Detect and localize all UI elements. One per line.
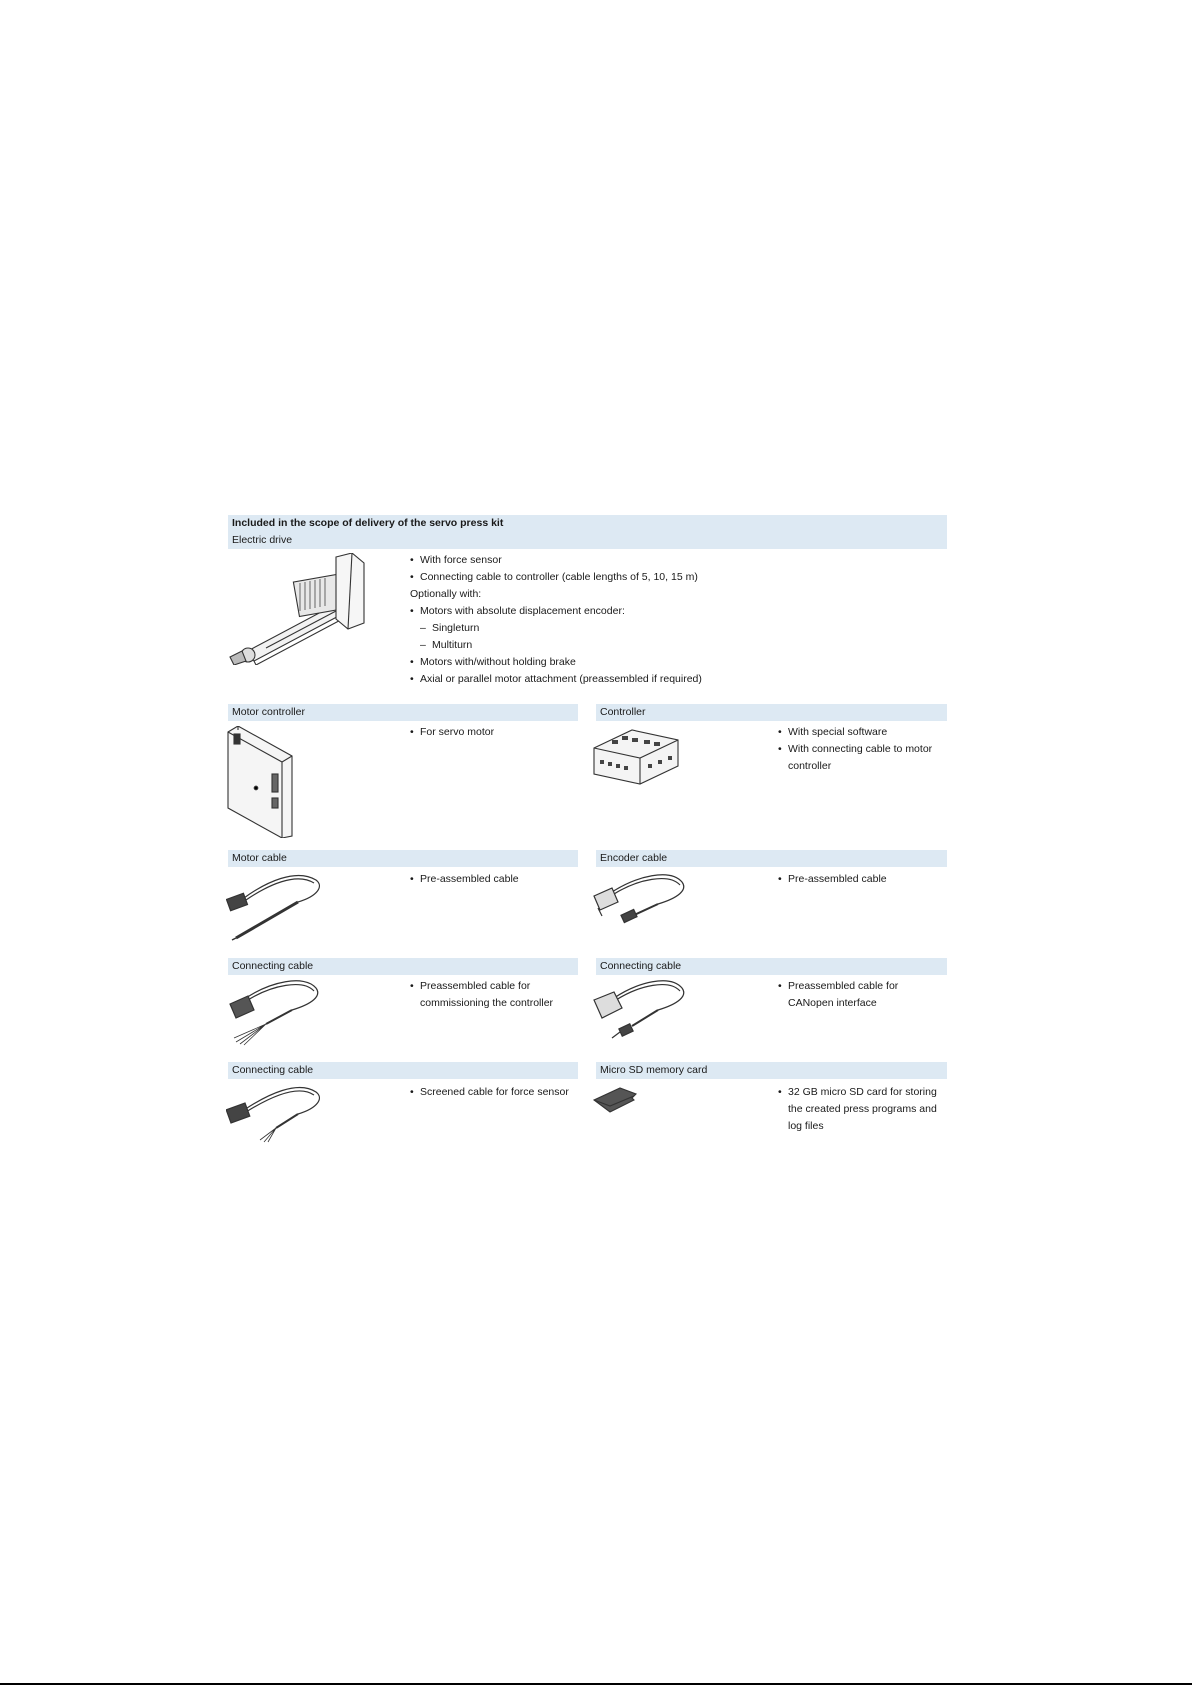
connecting-cable-2-features [778, 978, 943, 1012]
encoder-cable-image [592, 872, 692, 932]
micro-sd-card-image [592, 1084, 642, 1114]
feature-line: – Multiturn [410, 637, 950, 654]
section-heading-motor-controller: Motor controller [228, 704, 578, 721]
feature-line: • 32 GB micro SD card for storing the created press programs and log files [778, 1084, 948, 1135]
feature-line: • Screened cable for force sensor [410, 1084, 580, 1101]
section-heading-connecting-cable-3: Connecting cable [228, 1062, 578, 1079]
feature-line: – Singleturn [410, 620, 950, 637]
motor-cable-features [410, 871, 580, 888]
feature-line: • Axial or parallel motor attachment (preassembled if required) [410, 671, 950, 688]
section-heading-motor-cable: Motor cable [228, 850, 578, 867]
section-heading-controller: Controller [596, 704, 947, 721]
electric-drive-features [410, 552, 950, 688]
table-title: Included in the scope of delivery of the servo press kit [228, 515, 947, 532]
connecting-cable-3-features [410, 1084, 580, 1101]
commissioning-cable-image [226, 978, 326, 1046]
encoder-cable-features [778, 871, 953, 888]
section-heading-connecting-cable-2: Connecting cable [596, 958, 947, 975]
feature-line: • With force sensor [410, 552, 950, 569]
feature-line: • Connecting cable to controller (cable lengths of 5, 10, 15 m) [410, 569, 950, 586]
feature-line: • Motors with/without holding brake [410, 654, 950, 671]
connecting-cable-1-features [410, 978, 570, 1012]
feature-line: Optionally with: [410, 588, 482, 600]
section-heading-connecting-cable-1: Connecting cable [228, 958, 578, 975]
feature-line: • With connecting cable to motor controller [778, 741, 953, 775]
feature-line: • Pre-assembled cable [410, 871, 580, 888]
feature-line: • With special software [778, 724, 953, 741]
force-sensor-cable-image [226, 1084, 326, 1146]
section-heading-micro-sd: Micro SD memory card [596, 1062, 947, 1079]
feature-line: • For servo motor [410, 724, 580, 741]
motor-controller-features [410, 724, 580, 741]
canopen-cable-image [592, 978, 692, 1044]
motor-cable-image [226, 872, 326, 942]
feature-line: • Preassembled cable for CANopen interface [778, 978, 943, 1012]
feature-line: • Pre-assembled cable [778, 871, 953, 888]
controller-image [592, 726, 682, 786]
section-heading-encoder-cable: Encoder cable [596, 850, 947, 867]
electric-drive-image [226, 553, 386, 665]
controller-features [778, 724, 953, 775]
feature-line: • Motors with absolute displacement encoder: [410, 603, 950, 620]
section-heading-electric-drive: Electric drive [228, 532, 947, 549]
feature-line: • Preassembled cable for commissioning the controller [410, 978, 570, 1012]
motor-controller-image [226, 726, 298, 838]
micro-sd-features [778, 1084, 948, 1135]
